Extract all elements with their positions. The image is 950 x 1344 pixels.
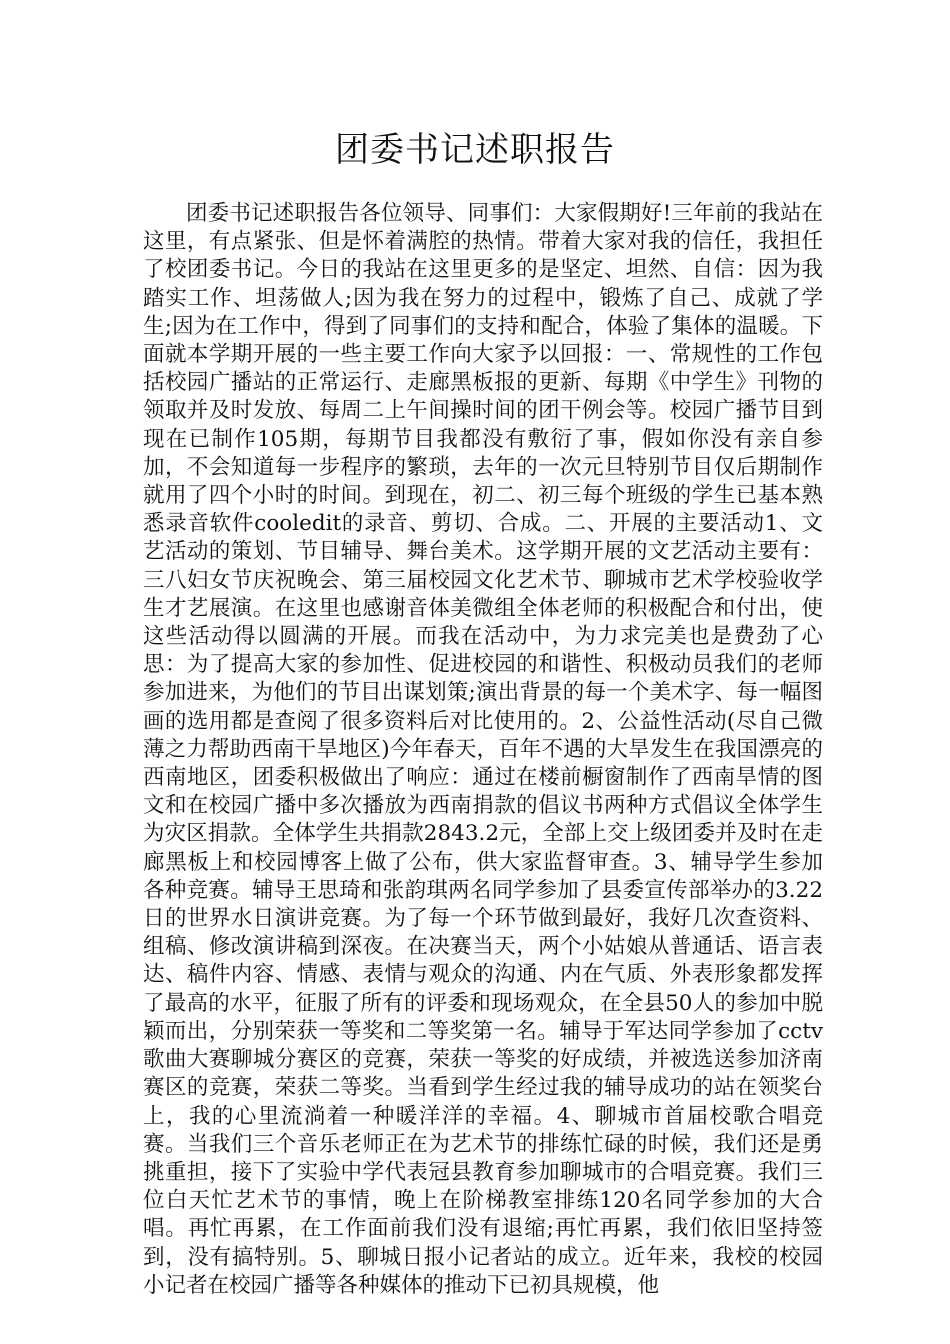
document-body-paragraph: 团委书记述职报告各位领导、同事们：大家假期好!三年前的我站在这里，有点紧张、但是怀着满腔的热情。带着大家对我的信任，我担任了校团委书记。今日的我站在这里更多的是坚定、坦然、自信：因为我踏实工作、坦荡做人;因为我在努力的过程中，锻炼了自己、成就了学生;因为在工作中，得到了同事们的支持和配合，体验了集体的温暖。下面就本学期开展的一些主要工作向大家予以回报：一、常规性的工作包括校园广播站的正常运行、走廊黑板报的更新、每期《中学生》刊物的领取并及时发放、每周二上午间操时间的团干例会等。校园广播节目到现在已制作105期，每期节目我都没有敷衍了事，假如你没有亲自参加，不会知道每一步程序的繁琐，去年的一次元旦特别节目仅后期制作就用了四个小时的时间。到现在，初二、初三每个班级的学生已基本熟悉录音软件cooledit的录音、剪切、合成。二、开展的主要活动1、文艺活动的策划、节目辅导、舞台美术。这学期开展的文艺活动主要有：三八妇女节庆祝晚会、第三届校园文化艺术节、聊城市艺术学校验收学生才艺展演。在这里也感谢音体美微组全体老师的积极配合和付出，使这些活动得以圆满的开展。而我在活动中，为力求完美也是费劲了心思：为了提高大家的参加性、促进校园的和谐性、积极动员我们的老师参加进来，为他们的节目出谋划策;演出背景的每一个美术字、每一幅图画的选用都是查阅了很多资料后对比使用的。2、公益性活动(尽自己微薄之力帮助西南干旱地区)今年春天，百年不遇的大旱发生在我国漂亮的西南地区，团委积极做出了响应：通过在楼前橱窗制作了西南旱情的图文和在校园广播中多次播放为西南捐款的倡议书两种方式倡议全体学生为灾区捐款。全体学生共捐款2843.2元，全部上交上级团委并及时在走廊黑板上和校园博客上做了公布，供大家监督审查。3、辅导学生参加各种竞赛。辅导王思琦和张韵琪两名同学参加了县委宣传部举办的3.22日的世界水日演讲竞赛。为了每一个环节做到最好，我好几次查资料、组稿、修改演讲稿到深夜。在决赛当天，两个小姑娘从普通话、语言表达、稿件内容、情感、表情与观众的沟通、内在气质、外表形象都发挥了最高的水平，征服了所有的评委和现场观众，在全县50人的参加中脱颖而出，分别荣获一等奖和二等奖第一名。辅导于军达同学参加了cctv歌曲大赛聊城分赛区的竞赛，荣获一等奖的好成绩，并被选送参加济南赛区的竞赛，荣获二等奖。当看到学生经过我的辅导成功的站在领奖台上，我的心里流淌着一种暖洋洋的幸福。4、聊城市首届校歌合唱竞赛。当我们三个音乐老师正在为艺术节的排练忙碌的时候，我们还是勇挑重担，接下了实验中学代表冠县教育参加聊城市的合唱竞赛。我们三位白天忙艺术节的事情，晚上在阶梯教室排练120名同学参加的大合唱。再忙再累，在工作面前我们没有退缩;再忙再累，我们依旧坚持签到，没有搞特别。5、聊城日报小记者站的成立。近年来，我校的校园小记者在校园广播等各种媒体的推动下已初具规模，他: [143, 201, 823, 1298]
document-title: 团委书记述职报告: [335, 130, 615, 170]
